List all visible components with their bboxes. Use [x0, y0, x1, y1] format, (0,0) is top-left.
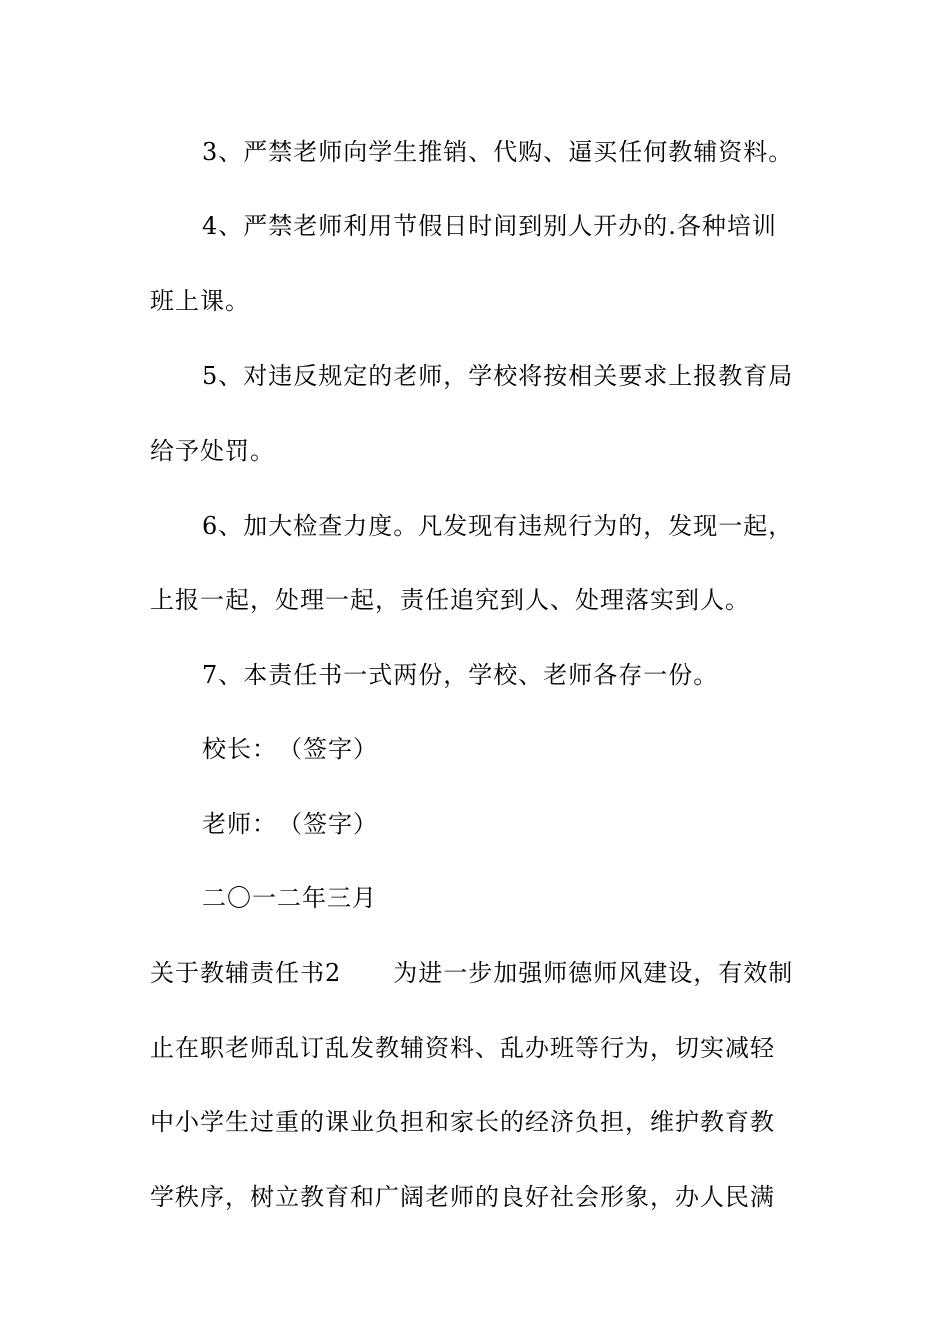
section-2-body-line-1: 为进一步加强师德师风建设，有效制	[393, 959, 794, 987]
section-2-first-line	[150, 957, 793, 989]
document-date: 二〇一二年三月	[202, 884, 377, 912]
principal-signature-line: 校长： （签字）	[202, 735, 378, 763]
item-5-line-1: 5、对违反规定的老师，学校将按相关要求上报教育局	[202, 362, 794, 390]
item-4-line-1: 4、严禁老师利用节假日时间到别人开办的.各种培训	[202, 212, 777, 240]
item-7: 7、本责任书一式两份，学校、老师各存一份。	[202, 661, 719, 689]
item-5-line-2: 给予处罚。	[150, 437, 275, 465]
section-2-body-line-4: 学秩序，树立教育和广阔老师的良好社会形象，办人民满	[150, 1183, 775, 1211]
section-2-body-line-2: 止在职老师乱订乱发教辅资料、乱办班等行为，切实减轻	[150, 1034, 775, 1062]
item-6-line-2: 上报一起，处理一起，责任追究到人、处理落实到人。	[150, 586, 750, 614]
item-4-line-2: 班上课。	[150, 287, 250, 315]
item-6-line-1: 6、加大检查力度。凡发现有违规行为的，发现一起，	[202, 512, 794, 540]
section-2-body-line-3: 中小学生过重的课业负担和家长的经济负担，维护教育教	[150, 1108, 775, 1136]
teacher-signature-line: 老师： （签字）	[202, 810, 378, 838]
section-2-title: 关于教辅责任书2	[150, 959, 342, 987]
item-3: 3、严禁老师向学生推销、代购、逼买任何教辅资料。	[202, 138, 794, 166]
